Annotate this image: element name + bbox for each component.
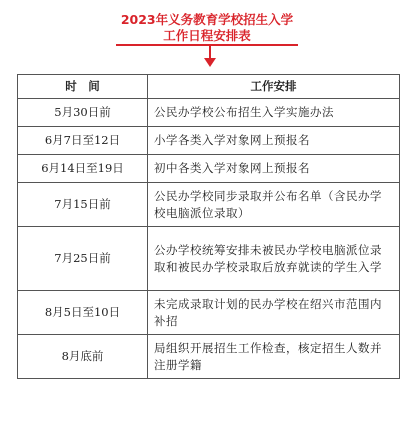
time-cell: 6月7日至12日 — [18, 127, 148, 155]
table-header-row — [18, 75, 400, 99]
time-cell: 8月底前 — [18, 335, 148, 379]
title-line-2: 工作日程安排表 — [163, 28, 251, 43]
table-row — [18, 155, 400, 183]
down-arrow-icon — [209, 45, 211, 59]
table-row — [18, 227, 400, 291]
title-underline — [116, 44, 298, 46]
task-cell: 未完成录取计划的民办学校在绍兴市范围内补招 — [148, 291, 400, 335]
table-row — [18, 291, 400, 335]
arrow-head-icon — [204, 58, 216, 67]
task-cell: 小学各类入学对象网上预报名 — [148, 127, 400, 155]
table-row — [18, 99, 400, 127]
time-cell: 8月5日至10日 — [18, 291, 148, 335]
task-cell: 公民办学校同步录取并公布名单（含民办学校电脑派位录取） — [148, 183, 400, 227]
title-line-1: 2023年义务教育学校招生入学 — [120, 12, 294, 27]
time-cell: 5月30日前 — [18, 99, 148, 127]
header-task: 工作安排 — [148, 75, 400, 99]
table-row — [18, 127, 400, 155]
document-title — [0, 12, 414, 44]
table-row — [18, 335, 400, 379]
task-cell: 初中各类入学对象网上预报名 — [148, 155, 400, 183]
header-time: 时 间 — [18, 75, 148, 99]
time-cell: 7月15日前 — [18, 183, 148, 227]
time-cell: 7月25日前 — [18, 227, 148, 291]
task-cell: 公办学校统筹安排未被民办学校电脑派位录取和被民办学校录取后放弃就读的学生入学 — [148, 227, 400, 291]
schedule-table — [17, 74, 400, 379]
task-cell: 公民办学校公布招生入学实施办法 — [148, 99, 400, 127]
task-cell: 局组织开展招生工作检查，核定招生人数并注册学籍 — [148, 335, 400, 379]
time-cell: 6月14日至19日 — [18, 155, 148, 183]
table-row — [18, 183, 400, 227]
